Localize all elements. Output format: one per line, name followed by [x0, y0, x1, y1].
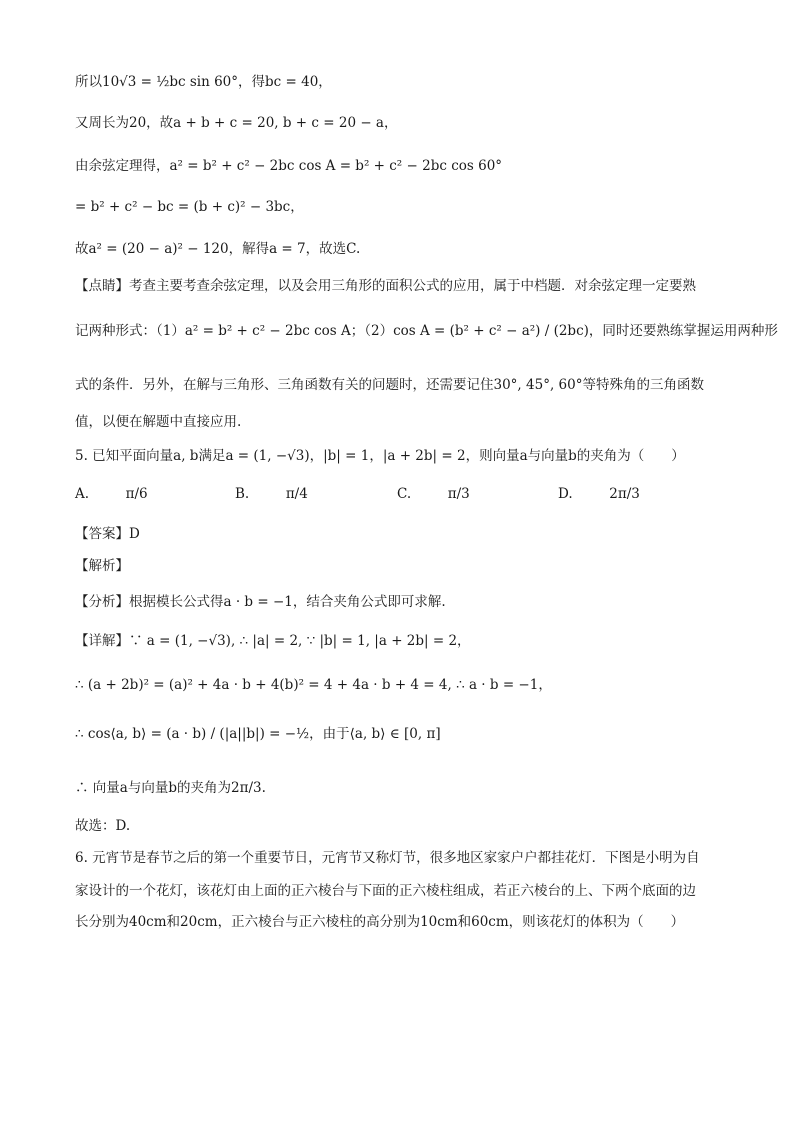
option-b	[235, 486, 308, 502]
question-6-line-1: 6. 元宵节是春节之后的第一个重要节日，元宵节又称灯节，很多地区家家户户都挂花灯．下图是小明为自	[75, 850, 700, 866]
detail-line-3: ∴ cos⟨a, b⟩ = (a · b) / (|a||b|) = −½，由于⟨a, b⟩ ∈ [0, π]	[75, 726, 441, 742]
option-d-letter: D.	[558, 486, 573, 502]
question-6-line-2: 家设计的一个花灯，该花灯由上面的正六棱台与下面的正六棱柱组成，若正六棱台的上、下两个底面的边	[75, 883, 696, 899]
detail-line-final: 故选：D.	[75, 818, 131, 834]
option-a	[75, 486, 148, 502]
comment-line-2: 记两种形式：（1）a² = b² + c² − 2bc cos A；（2）cos A = (b² + c² − a²) / (2bc)，同时还要熟练掌握运用两种形	[75, 323, 778, 339]
question-5-stem: 5. 已知平面向量a, b满足a = (1, −√3)，|b| = 1，|a + 2b| = 2，则向量a与向量b的夹角为（ ）	[75, 448, 685, 464]
analysis-heading: 【解析】	[75, 558, 129, 574]
option-a-letter: A.	[75, 486, 90, 502]
option-a-value: π/6	[125, 486, 148, 502]
solution-line-result: 故a² = (20 − a)² − 120，解得a = 7，故选C.	[75, 241, 361, 257]
option-b-letter: B.	[235, 486, 250, 502]
comment-line-4: 值，以便在解题中直接应用.	[75, 414, 242, 430]
detail-line-2: ∴ (a + 2b)² = (a)² + 4a · b + 4(b)² = 4 + 4a · b + 4 = 4, ∴ a · b = −1，	[75, 677, 552, 693]
option-c-value: π/3	[447, 486, 470, 502]
solution-line-area: 所以10√3 = ½bc sin 60°，得bc = 40，	[75, 74, 332, 90]
solution-line-perimeter: 又周长为20，故a + b + c = 20, b + c = 20 − a，	[75, 115, 398, 131]
solution-line-expand: = b² + c² − bc = (b + c)² − 3bc，	[75, 199, 304, 215]
option-c-letter: C.	[397, 486, 412, 502]
detail-line-4: ∴ 向量a与向量b的夹角为2π/3.	[75, 780, 266, 796]
analysis-summary: 【分析】根据模长公式得a · b = −1，结合夹角公式即可求解.	[75, 594, 446, 610]
option-d	[558, 486, 640, 502]
option-b-value: π/4	[285, 486, 308, 502]
comment-line-1: 【点睛】考查主要考查余弦定理，以及会用三角形的面积公式的应用，属于中档题．对余弦定理一定要熟	[75, 278, 696, 294]
question-6-line-3: 长分别为40cm和20cm，正六棱台与正六棱柱的高分别为10cm和60cm，则该花灯的体积为（ ）	[75, 914, 685, 930]
detail-line-1: 【详解】∵ a = (1, −√3), ∴ |a| = 2, ∵ |b| = 1, |a + 2b| = 2，	[75, 633, 471, 649]
comment-line-3: 式的条件．另外，在解与三角形、三角函数有关的问题时，还需要记住30°, 45°, 60°等特殊角的三角函数	[75, 377, 704, 393]
option-d-value: 2π/3	[609, 486, 640, 502]
answer-label: 【答案】D	[75, 526, 140, 542]
option-c	[397, 486, 470, 502]
solution-line-cosine-law: 由余弦定理得，a² = b² + c² − 2bc cos A = b² + c² − 2bc cos 60°	[75, 158, 503, 174]
